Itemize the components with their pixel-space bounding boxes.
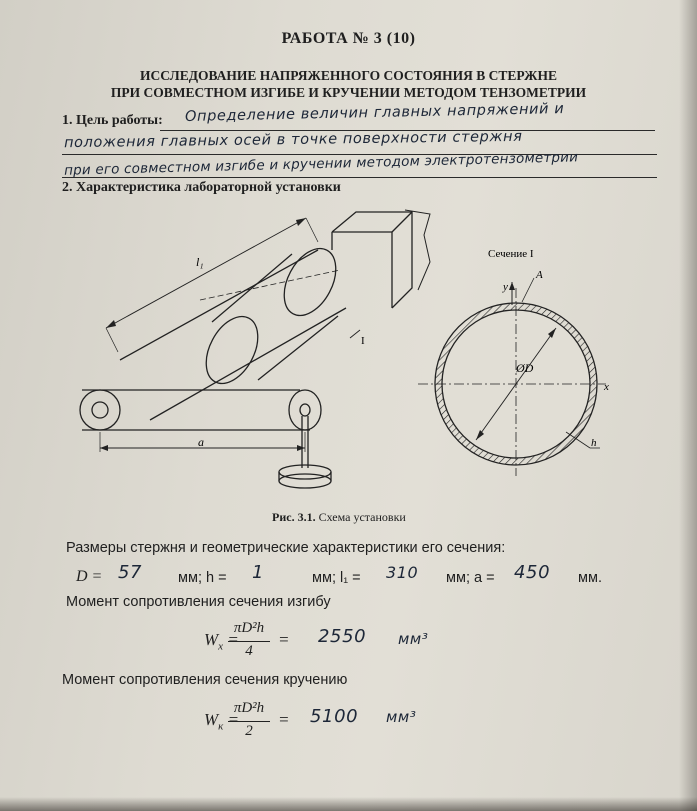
torsion-unit: мм³ (386, 708, 417, 726)
a-value: 450 (514, 562, 551, 583)
machine-drawing (80, 210, 430, 488)
bending-equals: = (278, 630, 290, 649)
subtitle-line-2: ПРИ СОВМЕСТНОМ ИЗГИБЕ И КРУЧЕНИИ МЕТОДОМ ТЕНЗОМЕТРИИ (110, 85, 587, 100)
bending-heading: Момент сопротивления сечения изгибу (66, 594, 331, 610)
torsion-equals: = (278, 710, 290, 729)
section-title: Сечение I (488, 248, 534, 260)
dimensions-heading: Размеры стержня и геометрические характеристики его сечения: (66, 540, 506, 556)
bending-numerator: πD²h (233, 620, 265, 636)
torsion-heading: Момент сопротивления сечения кручению (62, 672, 348, 688)
torsion-denominator: 2 (245, 723, 253, 739)
torsion-fraction-bar (228, 721, 270, 722)
label-x: x (604, 381, 609, 393)
goal-label: 1. Цель работы: (62, 113, 163, 128)
bending-denominator: 4 (245, 643, 253, 659)
label-section-I: I (361, 335, 365, 347)
figure-caption (272, 510, 406, 525)
torsion-lhs: $W_к$ = (204, 710, 240, 733)
bending-unit: мм³ (398, 630, 429, 648)
section-drawing (418, 278, 606, 476)
page-title: РАБОТА № 3 (10) (281, 30, 416, 47)
l1-value: 310 (386, 563, 419, 582)
bending-fraction-bar (228, 641, 270, 642)
bending-value: 2550 (318, 626, 367, 647)
page-bottom-shadow (0, 797, 697, 811)
D-value: 57 (118, 562, 143, 583)
bending-lhs: $W_x$ = (204, 630, 239, 653)
label-a: a (198, 435, 204, 449)
goal-handwritten-line-2: положения главных осей в точке поверхности стержня (63, 128, 523, 152)
label-l1: l₁ (196, 255, 204, 269)
label-A: A (536, 269, 543, 281)
label-y: y (503, 281, 508, 293)
unit-3: мм; a = (446, 570, 495, 586)
figure-caption-text: Схема установки (315, 510, 406, 524)
goal-handwritten-line-1: Определение величин главных напряжений и (184, 101, 565, 125)
D-label: D = (76, 568, 103, 585)
unit-1: мм; h = (178, 570, 227, 586)
h-value: 1 (252, 562, 265, 583)
goal-handwritten-line-3: при его совместном изгибе и кручении методом электротензометрии (63, 149, 579, 179)
dimension-arrows (100, 218, 306, 451)
figure-caption-number: Рис. 3.1. (272, 510, 316, 524)
subtitle-line-1: ИССЛЕДОВАНИЕ НАПРЯЖЕННОГО СОСТОЯНИЯ В СТЕРЖНЕ (140, 68, 557, 83)
setup-label: 2. Характеристика лабораторной установки (62, 180, 341, 195)
label-diameter: ØD (516, 361, 534, 375)
torsion-numerator: πD²h (233, 700, 265, 716)
unit-4: мм. (578, 570, 602, 586)
label-h: h (591, 437, 597, 449)
torsion-value: 5100 (310, 706, 359, 727)
unit-2: мм; l₁ = (312, 570, 361, 586)
